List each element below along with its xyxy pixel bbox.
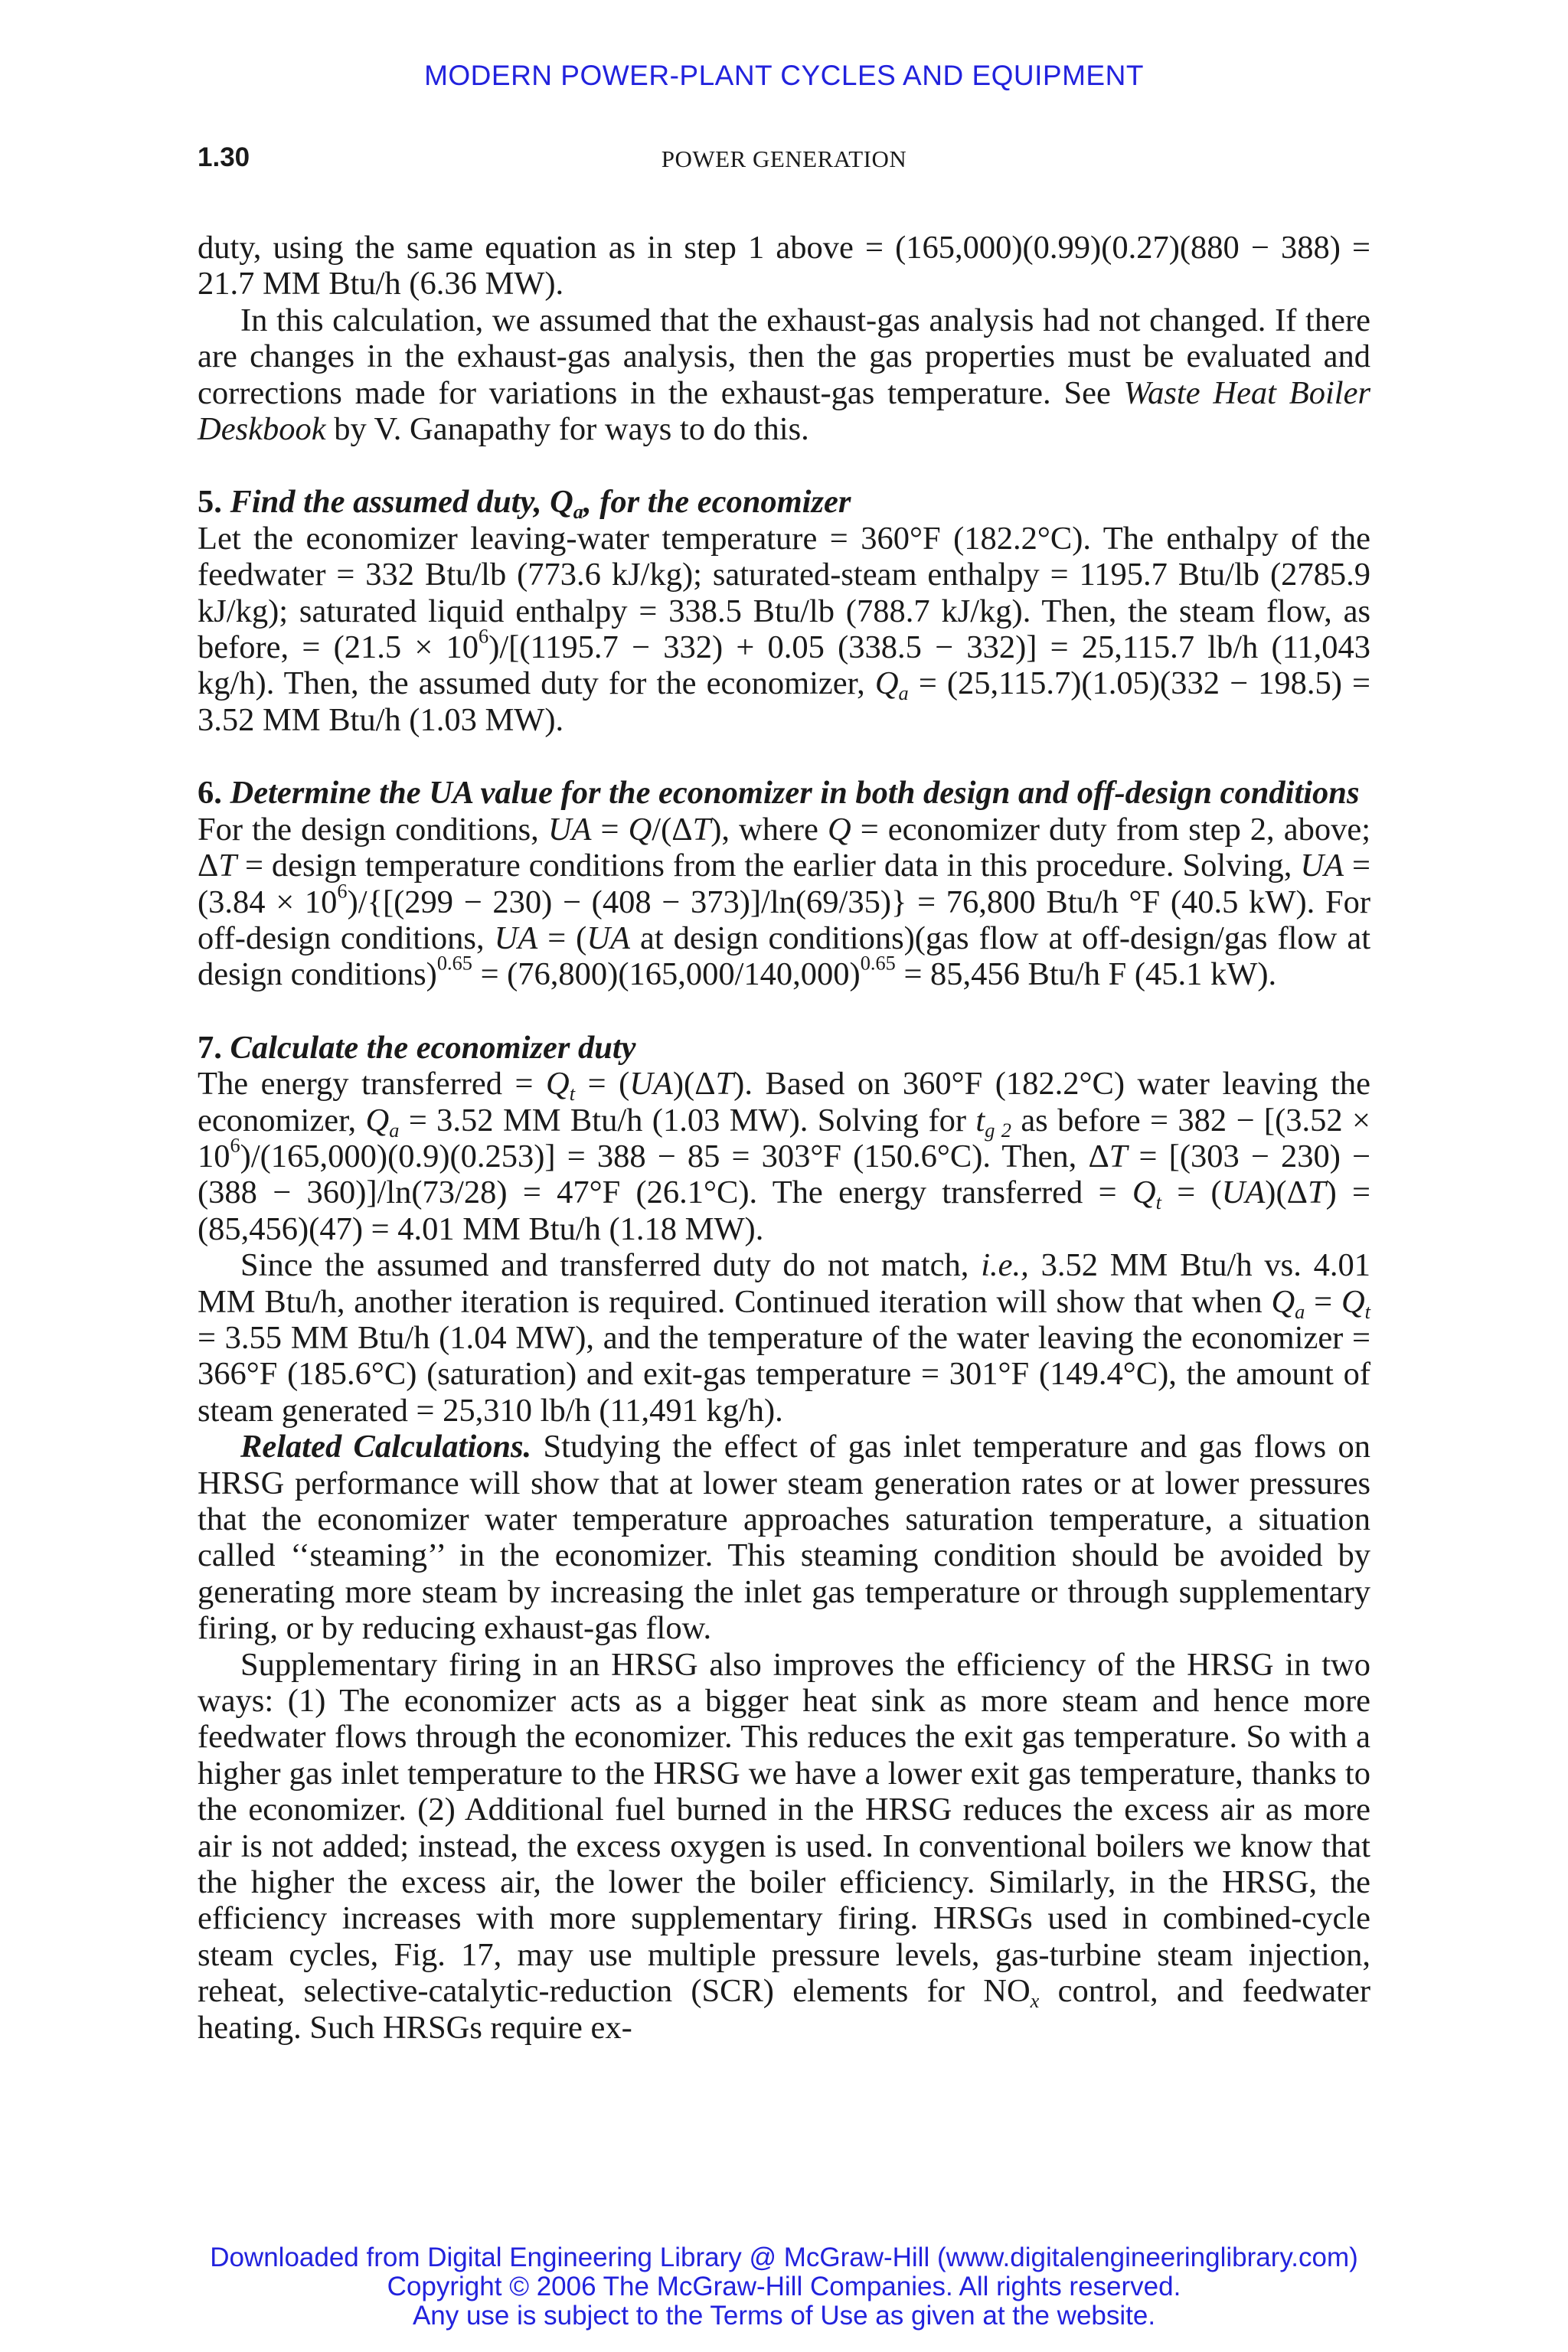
paragraph-assumption: In this calculation, we assumed that the exhaust-gas analysis had not changed. If there are changes in the exhaust-gas analysis, then the gas properties must be evaluated and corrections made for variations in the exhaust-gas temperature. See Waste Heat Boiler Deskbook by V. Ganapathy for ways to do this. xyxy=(198,302,1371,448)
step-5-body: Let the economizer leaving-water temperature = 360°F (182.2°C). The enthalpy of the feedwater = 332 Btu/lb (773.6 kJ/kg); saturated-steam enthalpy = 1195.7 Btu/lb (2785.9 kJ/kg); saturated liquid enthalpy = 338.5 Btu/lb (788.7 kJ/kg). Then, the steam flow, as before, = $(21.5 \times 10^6)/[(1195.7 - 332) + 0.05$ (338.5 − 332)] = 25,115.7 lb/h (11,043 kg/h). Then, the assumed duty for the economizer, $Q_a = (25,115.7)(1.05)(332 - 198.5) = 3.52$ MM Btu/h (1.03 MW). xyxy=(198,520,1370,738)
step-5-heading: 5. Find the assumed duty, $Q_a$, for the economizer xyxy=(198,484,851,524)
related-calculations-heading: Related Calculations. xyxy=(240,1429,532,1465)
step-6-heading: 6. Determine the UA value for the economizer in both design and off-design conditions xyxy=(198,775,1360,812)
footer-download-line[interactable]: Downloaded from Digital Engineering Library @ McGraw-Hill (www.digitalengineeringlibrary.com) xyxy=(210,2243,1358,2272)
document-banner: MODERN POWER-PLANT CYCLES AND EQUIPMENT xyxy=(424,60,1144,91)
step-6-body: For the design conditions, UA = Q/(ΔT), where Q = economizer duty from step 2, above; ΔT = design temperature conditions from the earlier data in this procedure. Solving, UA = $(3.84 \times 10^6)/\{[(299 - 230) - (408 - 373)]/\ln(69/35)\} = 76,800$ Btu/h °F (40.5 kW). For off-design conditions, UA = (UA at design conditions)(gas flow at off-design/gas flow at design conditions)$^{0.65}$ = $(76,800)(165,000/140,000)^{0.65} = 85,456$ Btu/h F (45.1 kW). xyxy=(198,811,1371,993)
running-head xyxy=(198,142,1370,181)
paragraph-intro-continued: duty, using the same equation as in step 1 above = (165,000)(0.99)(0.27)(880 − 388) = 21.7 MM Btu/h (6.36 MW). xyxy=(198,230,1370,302)
copyright-footer xyxy=(0,2243,1568,2331)
step-7-body: The energy transferred = $Q_t = (UA)(\Delta T)$. Based on 360°F (182.2°C) water leaving the economizer, $Q_a = 3.52$ MM Btu/h (1.03 MW). Solving for $t_{g 2}$ as before = $382 - [(3.52 \times 10^6)/(165,000)(0.9)(0.253)] = 388 - 85 = 303^\circ F$ (150.6°C). Then, ΔT = [(303 − 230) − (388 − 360)]/ln(73/28) = 47°F (26.1°C). The energy transferred = $Q_t = (UA)(\Delta T) = (85,456)(47) = 4.01$ MM Btu/h (1.18 MW). xyxy=(198,1066,1371,1247)
step-7-heading: 7. Calculate the economizer duty xyxy=(198,1029,636,1066)
footer-terms-line[interactable]: Any use is subject to the Terms of Use as given at the website. xyxy=(412,2301,1156,2331)
running-head-title: POWER GENERATION xyxy=(661,145,907,172)
paragraph-supplementary-firing: Supplementary firing in an HRSG also improves the efficiency of the HRSG in two ways: (1) The economizer acts as a bigger heat sink as more steam and hence more feedwater flows through the economizer. This reduces the exit gas temperature. So with a higher gas inlet temperature to the HRSG we have a lower exit gas temperature, thanks to the economizer. (2) Additional fuel burned in the HRSG reduces the excess air as more air is not added; instead, the excess oxygen is used. In conventional boilers we know that the higher the excess air, the lower the boiler efficiency. Similarly, in the HRSG, the efficiency increases with more supplementary firing. HRSGs used in combined-cycle steam cycles, Fig. 17, may use multiple pressure levels, gas-turbine steam injection, reheat, selective-catalytic-reduction (SCR) elements for $NO_x$ control, and feedwater heating. Such HRSGs require ex- xyxy=(198,1646,1370,2046)
body-text xyxy=(198,230,1370,2046)
page-number: 1.30 xyxy=(198,142,250,172)
paragraph-iteration: Since the assumed and transferred duty do not match, i.e., 3.52 MM Btu/h vs. 4.01 MM Btu/h, another iteration is required. Continued iteration will show that when $Q_a = Q_t = 3.55$ MM Btu/h (1.04 MW), and the temperature of the water leaving the economizer = 366°F (185.6°C) (saturation) and exit-gas temperature = 301°F (149.4°C), the amount of steam generated = 25,310 lb/h (11,491 kg/h). xyxy=(198,1247,1371,1429)
book-title: Waste Heat Boiler Deskbook xyxy=(198,374,1371,448)
footer-copyright-line: Copyright © 2006 The McGraw-Hill Companies. All rights reserved. xyxy=(387,2272,1181,2301)
paragraph-related-calculations: Related Calculations. Studying the effect of gas inlet temperature and gas flows on HRSG performance will show that at lower steam generation rates or at lower pressures that the economizer water temperature approaches saturation temperature, a situation called ‘‘steaming’’ in the economizer. This steaming condition should be avoided by generating more steam by increasing the inlet gas temperature or through supplementary firing, or by reducing exhaust-gas flow. xyxy=(198,1429,1370,1647)
